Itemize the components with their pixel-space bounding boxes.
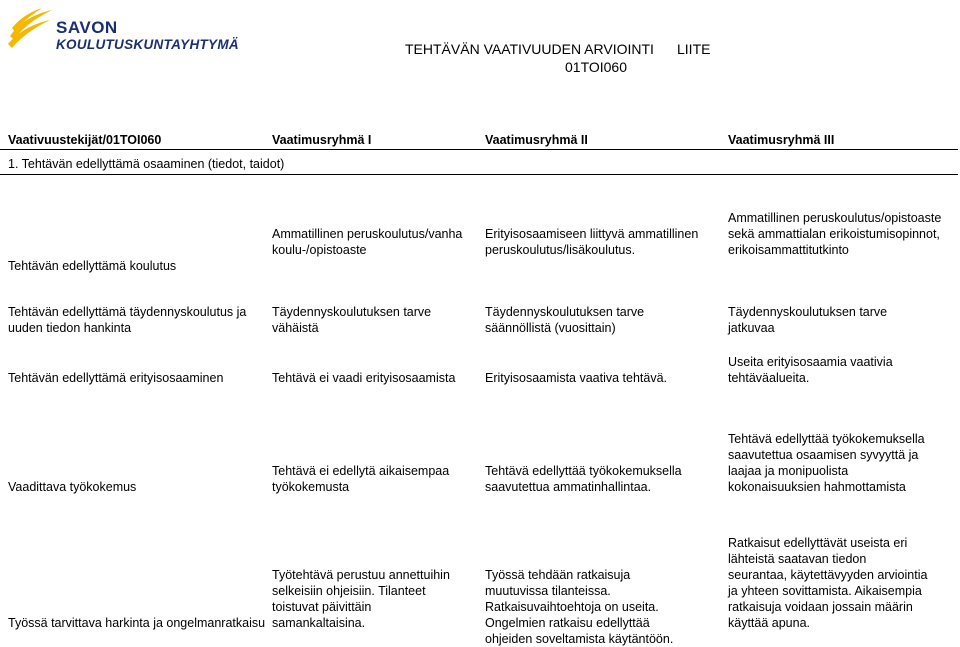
row-factor-taydennyskoulutus: Tehtävän edellyttämä täydennyskoulutus ja uuden tiedon hankinta (8, 305, 247, 335)
logo-swoosh-icon (6, 6, 54, 52)
row-harkinta-group-2: Työssä tehdään ratkaisuja muutuvissa tilanteissa. Ratkaisuvaihtoehtoja on useita. Ongelmien ratkaisu edellyttää ohjeiden soveltamista käytäntöön. (485, 568, 674, 646)
row-tyokokemus-group-2: Tehtävä edellyttää työkokemuksella saavutettua ammatinhallintaa. (485, 464, 682, 494)
row-factor-koulutus: Tehtävän edellyttämä koulutus (8, 259, 177, 273)
logo-text-line1: SAVON (56, 18, 118, 37)
document-title: TEHTÄVÄN VAATIVUUDEN ARVIOINTI (405, 41, 654, 57)
row-tyokokemus-group-3: Tehtävä edellyttää työkokemuksella saavutettua osaamisen syvyyttä ja laajaa ja monipuolista kokonaisuuksien hahmottamista (728, 432, 925, 494)
column-header-group-3: Vaatimusryhmä III (728, 133, 835, 147)
row-taydennyskoulutus-group-3: Täydennyskoulutuksen tarve jatkuvaa (728, 305, 888, 335)
column-header-group-1: Vaatimusryhmä I (272, 133, 372, 147)
row-tyokokemus-group-1: Tehtävä ei edellytä aikaisempaa työkokemusta (272, 464, 450, 494)
row-erityisosaaminen-group-2: Erityisosaamista vaativa tehtävä. (485, 371, 668, 385)
column-header-group-2: Vaatimusryhmä II (485, 133, 588, 147)
section-title: 1. Tehtävän edellyttämä osaaminen (tiedot, taidot) (8, 157, 285, 171)
row-factor-tyokokemus: Vaadittava työkokemus (8, 480, 137, 494)
row-koulutus-group-3: Ammatillinen peruskoulutus/opistoaste sekä ammattialan erikoistumisopinnot, erikoisammattitutkinto (728, 211, 942, 257)
section-header (0, 149, 958, 175)
row-erityisosaaminen-group-1: Tehtävä ei vaadi erityisosaamista (272, 371, 456, 385)
document-code: 01TOI060 (565, 59, 628, 75)
row-taydennyskoulutus-group-2: Täydennyskoulutuksen tarve säännöllistä (vuosittain) (485, 305, 645, 335)
organization-logo (6, 6, 239, 54)
row-taydennyskoulutus-group-1: Täydennyskoulutuksen tarve vähäistä (272, 305, 432, 335)
row-factor-harkinta: Työssä tarvittava harkinta ja ongelmanratkaisu (8, 616, 266, 630)
row-harkinta-group-1: Työtehtävä perustuu annettuihin selkeisiin ohjeisiin. Tilanteet toistuvat päivittäin samankaltaisina. (272, 568, 450, 630)
attachment-label: LIITE (677, 41, 711, 57)
row-koulutus-group-1: Ammatillinen peruskoulutus/vanha koulu-/opistoaste (272, 227, 463, 257)
row-koulutus-group-2: Erityisosaamiseen liittyvä ammatillinen peruskoulutus/lisäkoulutus. (485, 227, 699, 257)
row-factor-erityisosaaminen: Tehtävän edellyttämä erityisosaaminen (8, 371, 224, 385)
row-harkinta-group-3: Ratkaisut edellyttävät useista eri lähteistä saatavan tiedon seurantaa, käytettävyyden arviointia ja yhteen sovittamista. Aikaisempia ratkaisuja voidaan jossain määrin käyttää apuna. (728, 536, 928, 630)
logo-text-line2: KOULUTUSKUNTAYHTYMÄ (56, 37, 239, 52)
column-header-factors: Vaativuustekijät/01TOI060 (8, 133, 162, 147)
row-erityisosaaminen-group-3: Useita erityisosaamia vaativia tehtäväalueita. (728, 355, 893, 385)
